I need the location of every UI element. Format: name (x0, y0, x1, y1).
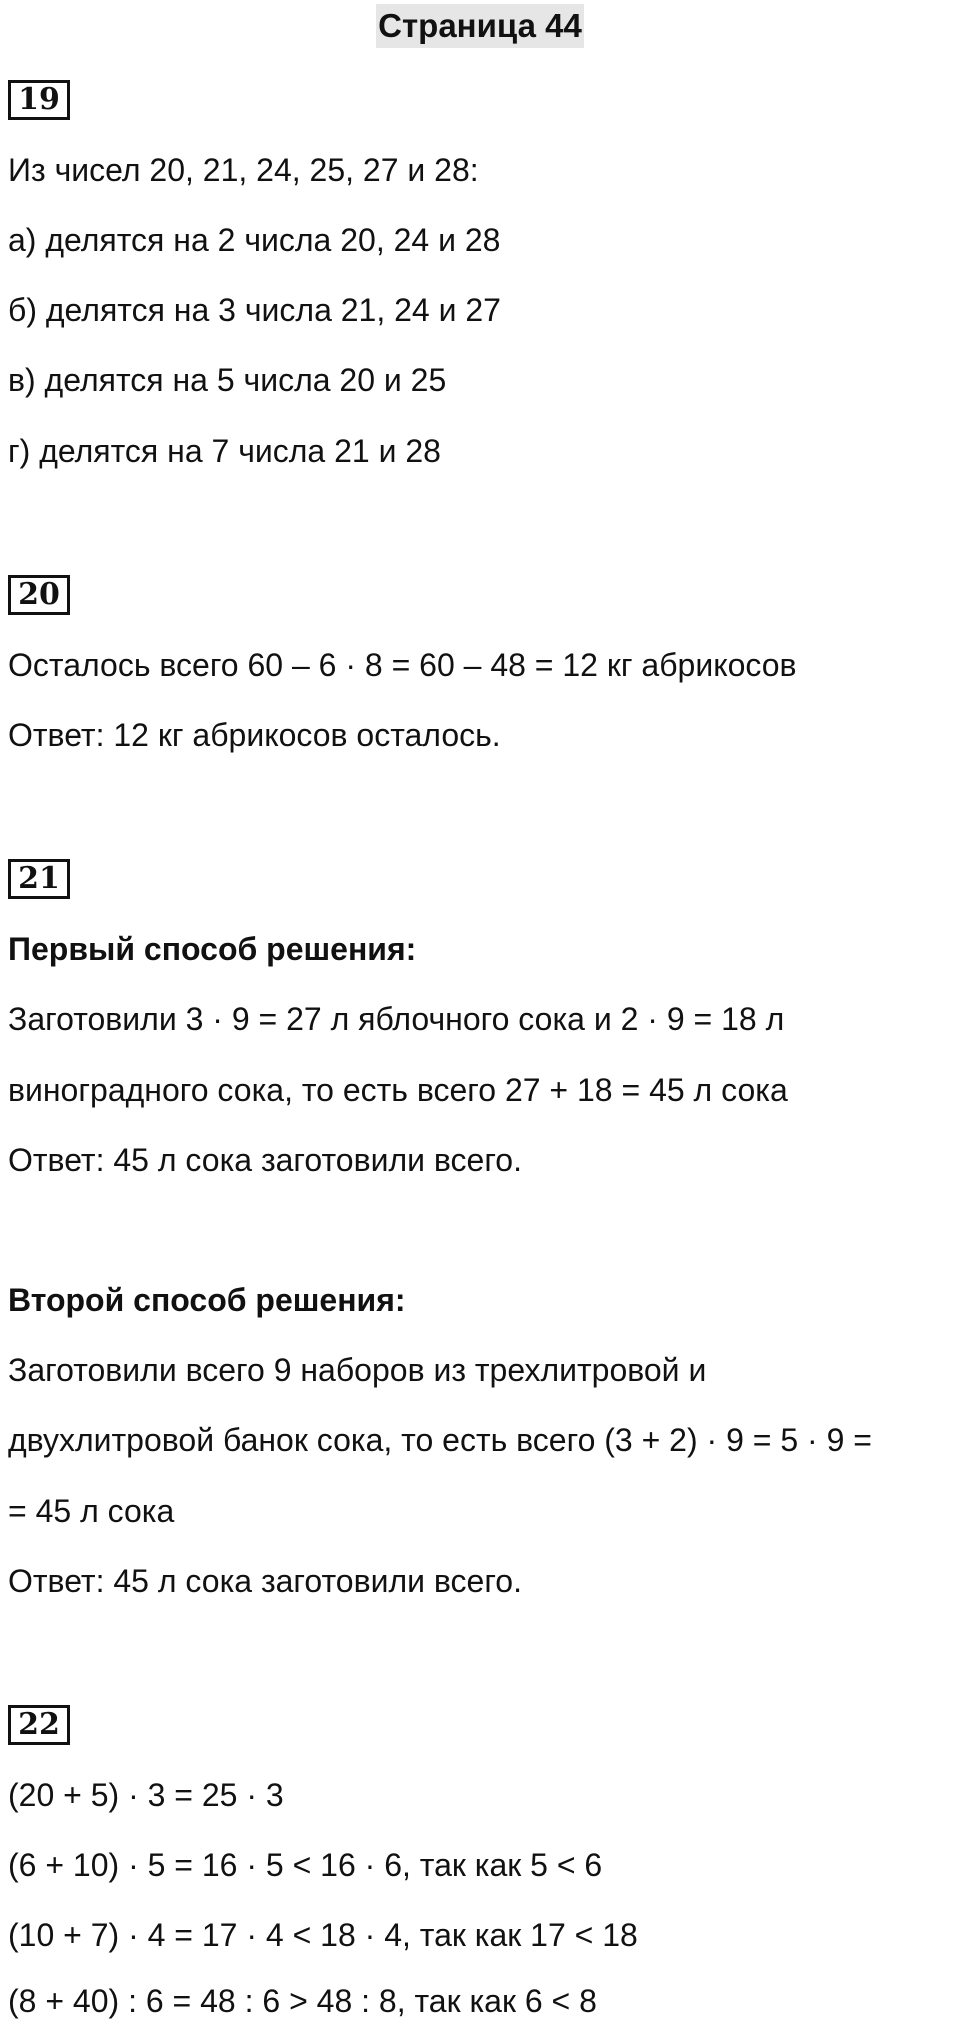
task-22-line-3: (10 + 7) · 4 = 17 · 4 < 18 · 4, так как 17 < 18 (8, 1917, 638, 1953)
task-number-20: 20 (8, 575, 70, 615)
task-number-22: 22 (8, 1705, 70, 1745)
task-21-method-2-line-1: Заготовили всего 9 наборов из трехлитровой и (8, 1352, 707, 1388)
page-title-container (0, 4, 960, 48)
page-title: Страница 44 (376, 4, 584, 48)
task-22-line-1: (20 + 5) · 3 = 25 · 3 (8, 1777, 284, 1813)
task-19-line-5: г) делятся на 7 числа 21 и 28 (8, 433, 441, 469)
task-number-19: 19 (8, 80, 70, 120)
task-22-line-4: (8 + 40) : 6 = 48 : 6 > 48 : 8, так как 6 < 8 (8, 1983, 597, 2019)
task-19-line-4: в) делятся на 5 числа 20 и 25 (8, 362, 447, 398)
task-21-method-1-heading: Первый способ решения: (8, 931, 417, 967)
task-20-line-1: Осталось всего 60 – 6 · 8 = 60 – 48 = 12 кг абрикосов (8, 647, 797, 683)
task-20-line-2: Ответ: 12 кг абрикосов осталось. (8, 717, 501, 753)
task-19-line-2: а) делятся на 2 числа 20, 24 и 28 (8, 222, 501, 258)
task-19-line-3: б) делятся на 3 числа 21, 24 и 27 (8, 292, 501, 328)
task-number-21: 21 (8, 859, 70, 899)
task-21-method-2-heading: Второй способ решения: (8, 1282, 406, 1318)
task-21-method-2-line-2: двухлитровой банок сока, то есть всего (3 + 2) · 9 = 5 · 9 = (8, 1422, 872, 1458)
task-19-line-1: Из чисел 20, 21, 24, 25, 27 и 28: (8, 152, 479, 188)
task-22-line-2: (6 + 10) · 5 = 16 · 5 < 16 · 6, так как 5 < 6 (8, 1847, 603, 1883)
task-21-method-1-line-2: виноградного сока, то есть всего 27 + 18 = 45 л сока (8, 1072, 788, 1108)
task-21-method-2-line-4: Ответ: 45 л сока заготовили всего. (8, 1563, 522, 1599)
task-21-method-2-line-3: = 45 л сока (8, 1493, 175, 1529)
task-21-method-1-line-1: Заготовили 3 · 9 = 27 л яблочного сока и 2 · 9 = 18 л (8, 1001, 785, 1037)
task-21-method-1-line-3: Ответ: 45 л сока заготовили всего. (8, 1142, 522, 1178)
